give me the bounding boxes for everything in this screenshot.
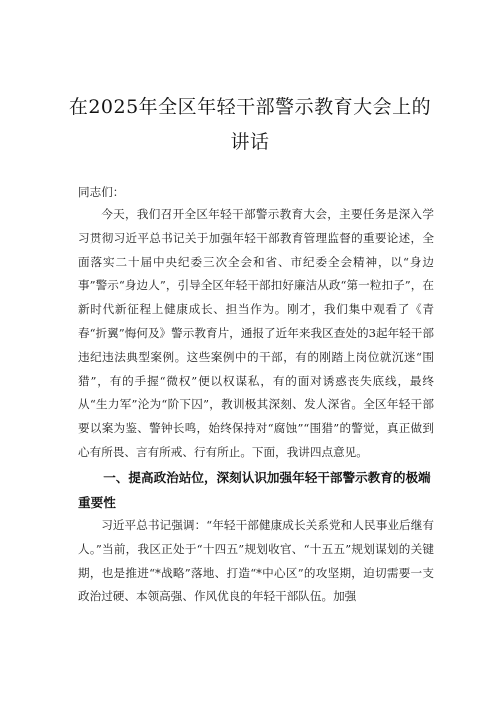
body-paragraph-2: 习近平总书记强调：“年轻干部健康成长关系党和人民事业后继有人。”当前，我区正处于“十四五”规划收官、“十五五”规划谋划的关键期，也是推进“*战略”落地、打造“*中心区”的攻坚期，迫切需要一支政治过硬、本领高强、作风优良的年轻干部队伍。加强 xyxy=(78,518,434,604)
document-title-line-1: 在2025年全区年轻干部警示教育大会上的 xyxy=(68,96,432,118)
salutation: 同志们： xyxy=(78,185,125,199)
document-title-line-2: 讲话 xyxy=(230,131,270,153)
section-heading-1: 一、提高政治站位，深刻认识加强年轻干部警示教育的极端重要性 xyxy=(78,470,431,510)
body-paragraph: 今天，我们召开全区年轻干部警示教育大会，主要任务是深入学习贯彻习近平总书记关于加强年轻干部教育管理监督的重要论述，全面落实二十届中央纪委三次全会和省、市纪委全会精神，以“身边事”警示“身边人”，引导全区年轻干部扣好廉洁从政“第一粒扣子”，在新时代新征程上健康成长、担当作为。刚才，我们集中观看了《青春“折翼”悔何及》警示教育片，通报了近年来我区查处的3起年轻干部违纪违法典型案例。这些案例中的干部，有的刚踏上岗位就沉迷“围猎”，有的手握“微权”便以权谋私，有的面对诱惑丧失底线，最终从“生力军”沦为“阶下囚”，教训极其深刻、发人深省。全区年轻干部要以案为鉴、警钟长鸣，始终保持对“腐蚀”“围猎”的警觉，真正做到心有所畏、言有所戒、行有所止。下面，我讲四点意见。 xyxy=(78,207,434,459)
